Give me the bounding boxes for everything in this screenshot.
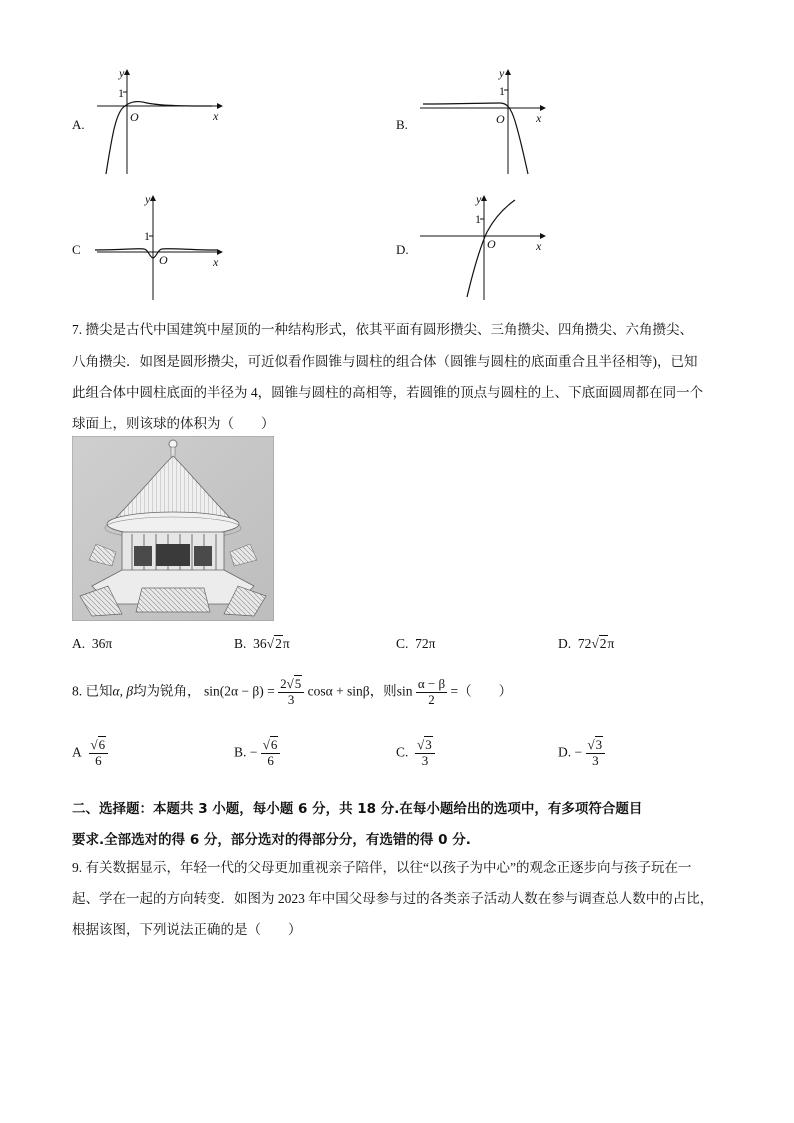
q6-graph-a bbox=[92, 66, 227, 176]
origin-label: O bbox=[159, 253, 168, 267]
q8-option-c[interactable]: C. $\frac{√3}{3}$ bbox=[396, 738, 435, 769]
q7-option-c[interactable]: C. 72π bbox=[396, 636, 436, 651]
y-label: y bbox=[476, 192, 482, 206]
curve bbox=[95, 249, 217, 258]
y-label: y bbox=[119, 66, 125, 80]
curve bbox=[106, 102, 212, 174]
q7-text-line1: 7. 攒尖是古代中国建筑中屋顶的一种结构形式，依其平面有圆形攒尖、三角攒尖、四角攒尖、六角攒尖、 bbox=[72, 322, 693, 337]
curve bbox=[423, 103, 528, 174]
tick-label: 1 bbox=[144, 229, 150, 243]
q7-option-d[interactable]: D. 72√2π bbox=[558, 636, 615, 651]
x-label: x bbox=[536, 239, 542, 253]
q9-text-line2: 起、学在一起的方向转变．如图为 2023 年中国父母参与过的各类亲子活动人数在参与调查总人数中的占比， bbox=[72, 891, 714, 906]
q7-option-a[interactable]: A. 36π bbox=[72, 636, 113, 651]
q9-text-line3: 根据该图，下列说法正确的是（ ） bbox=[72, 922, 302, 937]
q6-graph-b bbox=[415, 66, 550, 176]
q6-option-a-label: A. bbox=[72, 117, 85, 132]
q6-option-d-label: D. bbox=[396, 242, 409, 257]
y-label: y bbox=[499, 66, 505, 80]
tick-label: 1 bbox=[499, 84, 505, 98]
q6-graph-d bbox=[415, 192, 550, 302]
origin-label: O bbox=[487, 237, 496, 251]
q6-option-c-label: C bbox=[72, 242, 81, 257]
q7-option-b[interactable]: B. 36√2π bbox=[234, 636, 290, 651]
q8-option-b[interactable]: B. − $\frac{√6}{6}$ bbox=[234, 738, 280, 769]
q9-text-line1: 9. 有关数据显示，年轻一代的父母更加重视亲子陪伴，以往“以孩子为中心”的观念正逐步向与孩子玩在一 bbox=[72, 860, 692, 875]
q7-text-line3: 此组合体中圆柱底面的半径为 4，圆锥与圆柱的高相等，若圆锥的顶点与圆柱的上、下底面圆周都在同一个 bbox=[72, 385, 704, 400]
q8-option-a[interactable]: A $\frac{√6}{6}$ bbox=[72, 738, 108, 769]
origin-label: O bbox=[496, 112, 505, 126]
q8-option-d[interactable]: D. − $\frac{√3}{3}$ bbox=[558, 738, 605, 769]
q6-graph-c bbox=[92, 192, 227, 302]
x-label: x bbox=[213, 109, 219, 123]
y-label: y bbox=[145, 192, 151, 206]
origin-label: O bbox=[130, 110, 139, 124]
x-label: x bbox=[536, 111, 542, 125]
q8-question: 8. 已知α, β均为锐角， sin(2α − β) = $\frac{2√5}{3}$ cosα + sinβ，则sin $\frac{\alpha - \beta}{2}$ =（ ） bbox=[72, 676, 513, 707]
q7-text-line2: 八角攒尖．如图是圆形攒尖，可近似看作圆锥与圆柱的组合体（圆锥与圆柱的底面重合且半径相等)，已知 bbox=[72, 354, 698, 369]
tick-label: 1 bbox=[118, 86, 124, 100]
q7-text-line4: 球面上，则该球的体积为（ ） bbox=[72, 416, 275, 431]
q6-option-b-label: B. bbox=[396, 117, 408, 132]
section2-heading-line1: 二、选择题：本题共 3 小题，每小题 6 分，共 18 分.在每小题给出的选项中，有多项符合题目 bbox=[72, 801, 643, 817]
section2-heading-line2: 要求.全部选对的得 6 分，部分选对的得部分分，有选错的得 0 分. bbox=[72, 832, 471, 848]
tick-label: 1 bbox=[475, 212, 481, 226]
pavilion-image bbox=[72, 436, 274, 621]
x-label: x bbox=[213, 255, 219, 269]
